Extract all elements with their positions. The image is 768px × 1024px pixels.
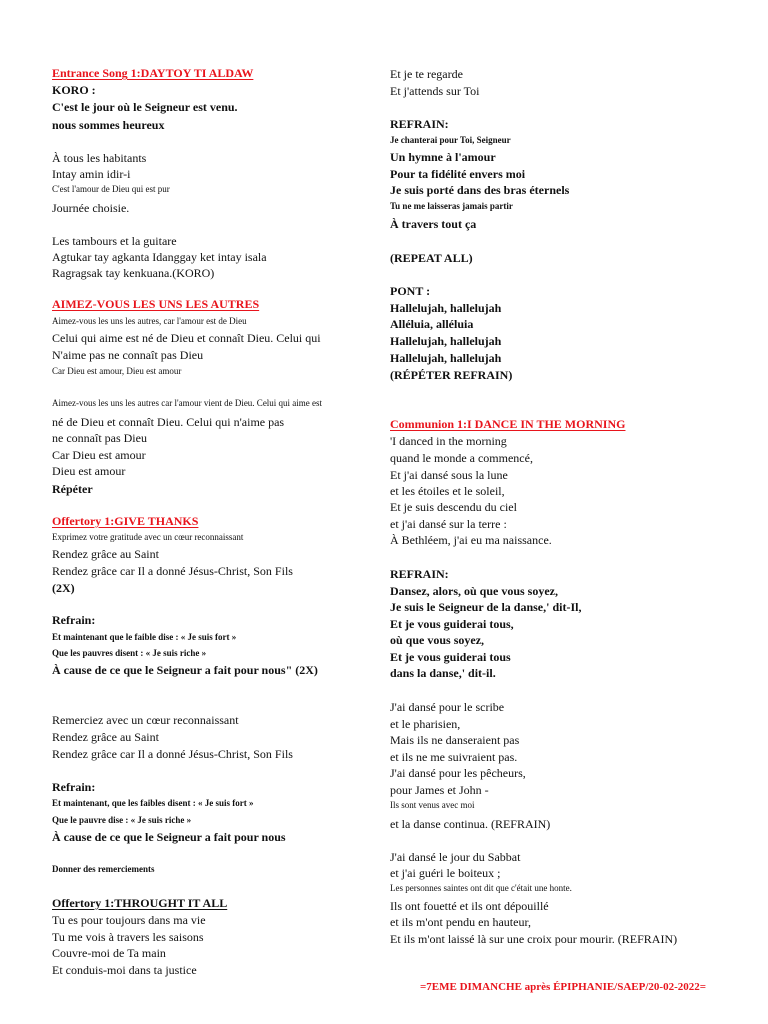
right-line-30: dans la danse,' dit-il. — [390, 666, 496, 680]
left-line-41: Tu me vois à travers les saisons — [52, 930, 204, 944]
right-line-29: Et je vous guiderai tous — [390, 650, 511, 664]
left-line-8: Les tambours et la guitare — [52, 234, 177, 248]
left-line-17: né de Dieu et connaît Dieu. Celui qui n'aime pas — [52, 415, 285, 429]
right-line-13: Hallelujah, hallelujah — [390, 334, 502, 348]
right-line-24: REFRAIN: — [390, 567, 449, 581]
left-line-43: Et conduis-moi dans ta justice — [52, 963, 197, 977]
right-line-17: 'I danced in the morning — [390, 434, 507, 448]
right-line-15: (RÉPÉTER REFRAIN) — [390, 368, 513, 382]
left-line-28: Et maintenant que le faible dise : « Je suis fort » — [52, 632, 237, 642]
left-line-14: N'aime pas ne connaît pas Dieu — [52, 348, 204, 362]
right-line-33: Mais ils ne danseraient pas — [390, 733, 520, 747]
right-line-39: J'ai dansé le jour du Sabbat — [390, 850, 521, 864]
left-line-32: Rendez grâce au Saint — [52, 730, 159, 744]
right-line-28: où que vous soyez, — [390, 633, 485, 647]
left-line-24: Rendez grâce au Saint — [52, 547, 159, 561]
left-line-9: Agtukar tay agkanta Idanggay ket intay isala — [52, 250, 267, 264]
left-line-29: Que les pauvres disent : « Je suis riche » — [52, 648, 207, 658]
right-line-16: Communion 1:I DANCE IN THE MORNING — [390, 417, 626, 431]
right-line-37: Ils sont venus avec moi — [390, 800, 475, 810]
left-line-35: Et maintenant, que les faibles disent : « Je suis fort » — [52, 798, 254, 808]
left-line-7: Journée choisie. — [52, 201, 130, 215]
left-line-6: C'est l'amour de Dieu qui est pur — [52, 184, 170, 194]
left-line-33: Rendez grâce car Il a donné Jésus-Christ, Son Fils — [52, 747, 293, 761]
left-line-31: Remerciez avec un cœur reconnaissant — [52, 713, 239, 727]
right-line-9: (REPEAT ALL) — [390, 251, 473, 265]
right-line-38: et la danse continua. (REFRAIN) — [390, 817, 551, 831]
left-line-39: Offertory 1:THROUGHT IT ALL — [52, 896, 228, 910]
right-line-12: Alléluia, alléluia — [390, 317, 474, 331]
right-line-0: Et je te regarde — [390, 67, 463, 81]
left-line-16: Aimez-vous les uns les autres car l'amour vient de Dieu. Celui qui aime est — [52, 398, 323, 408]
left-line-20: Dieu est amour — [52, 464, 126, 478]
left-line-26: (2X) — [52, 581, 75, 595]
right-line-5: Pour ta fidélité envers moi — [390, 167, 526, 181]
right-line-42: Ils ont fouetté et ils ont dépouillé — [390, 899, 549, 913]
left-line-36: Que le pauvre dise : « Je suis riche » — [52, 815, 192, 825]
left-line-3: nous sommes heureux — [52, 118, 165, 132]
right-line-7: Tu ne me laisseras jamais partir — [390, 201, 513, 211]
left-line-19: Car Dieu est amour — [52, 448, 146, 462]
right-line-14: Hallelujah, hallelujah — [390, 351, 502, 365]
left-line-23: Exprimez votre gratitude avec un cœur reconnaissant — [52, 532, 244, 542]
right-line-40: et j'ai guéri le boiteux ; — [390, 866, 501, 880]
left-line-37: À cause de ce que le Seigneur a fait pour nous — [52, 830, 286, 844]
right-line-19: Et j'ai dansé sous la lune — [390, 468, 508, 482]
left-line-25: Rendez grâce car Il a donné Jésus-Christ, Son Fils — [52, 564, 293, 578]
right-line-43: et ils m'ont pendu en hauteur, — [390, 915, 531, 929]
right-line-2: REFRAIN: — [390, 117, 449, 131]
right-line-25: Dansez, alors, où que vous soyez, — [390, 584, 559, 598]
left-line-10: Ragragsak tay kenkuana.(KORO) — [52, 266, 215, 280]
left-line-2: C'est le jour où le Seigneur est venu. — [52, 100, 238, 114]
left-line-11: AIMEZ-VOUS LES UNS LES AUTRES — [52, 297, 260, 311]
left-line-22: Offertory 1:GIVE THANKS — [52, 514, 199, 528]
right-line-36: pour James et John - — [390, 783, 489, 797]
left-line-40: Tu es pour toujours dans ma vie — [52, 913, 206, 927]
right-line-8: À travers tout ça — [390, 217, 477, 231]
right-line-18: quand le monde a commencé, — [390, 451, 533, 465]
left-line-4: À tous les habitants — [52, 151, 147, 165]
left-line-15: Car Dieu est amour, Dieu est amour — [52, 366, 182, 376]
right-line-3: Je chanterai pour Toi, Seigneur — [390, 135, 511, 145]
right-line-35: J'ai dansé pour les pêcheurs, — [390, 766, 526, 780]
left-line-12: Aimez-vous les uns les autres, car l'amour est de Dieu — [52, 316, 247, 326]
right-line-22: et j'ai dansé sur la terre : — [390, 517, 507, 531]
left-line-38: Donner des remerciements — [52, 864, 155, 874]
right-line-23: À Bethléem, j'ai eu ma naissance. — [390, 533, 552, 547]
left-line-42: Couvre-moi de Ta main — [52, 946, 166, 960]
left-line-30: À cause de ce que le Seigneur a fait pour nous" (2X) — [52, 663, 318, 677]
left-line-18: ne connaît pas Dieu — [52, 431, 147, 445]
left-line-5: Intay amin idir-i — [52, 167, 131, 181]
right-line-27: Et je vous guiderai tous, — [390, 617, 514, 631]
right-line-6: Je suis porté dans des bras éternels — [390, 183, 570, 197]
left-line-34: Refrain: — [52, 780, 96, 794]
right-line-44: Et ils m'ont laissé là sur une croix pour mourir. (REFRAIN) — [390, 932, 678, 946]
right-line-41: Les personnes saintes ont dit que c'était une honte. — [390, 883, 572, 893]
right-line-1: Et j'attends sur Toi — [390, 84, 480, 98]
left-line-21: Répéter — [52, 482, 93, 496]
left-line-13: Celui qui aime est né de Dieu et connaît Dieu. Celui qui — [52, 331, 321, 345]
right-line-32: et le pharisien, — [390, 717, 461, 731]
left-line-27: Refrain: — [52, 613, 96, 627]
right-line-4: Un hymne à l'amour — [390, 150, 496, 164]
right-line-20: et les étoiles et le soleil, — [390, 484, 505, 498]
footer-date-line: =7EME DIMANCHE après ÉPIPHANIE/SAEP/20-02-2022= — [420, 981, 707, 993]
left-line-0: Entrance Song 1:DAYTOY TI ALDAW — [52, 66, 254, 80]
right-line-10: PONT : — [390, 284, 431, 298]
right-line-21: Et je suis descendu du ciel — [390, 500, 517, 514]
right-line-31: J'ai dansé pour le scribe — [390, 700, 505, 714]
right-line-11: Hallelujah, hallelujah — [390, 301, 502, 315]
left-line-1: KORO : — [52, 83, 96, 97]
right-line-26: Je suis le Seigneur de la danse,' dit-Il, — [390, 600, 582, 614]
right-line-34: et ils ne me suivraient pas. — [390, 750, 518, 764]
